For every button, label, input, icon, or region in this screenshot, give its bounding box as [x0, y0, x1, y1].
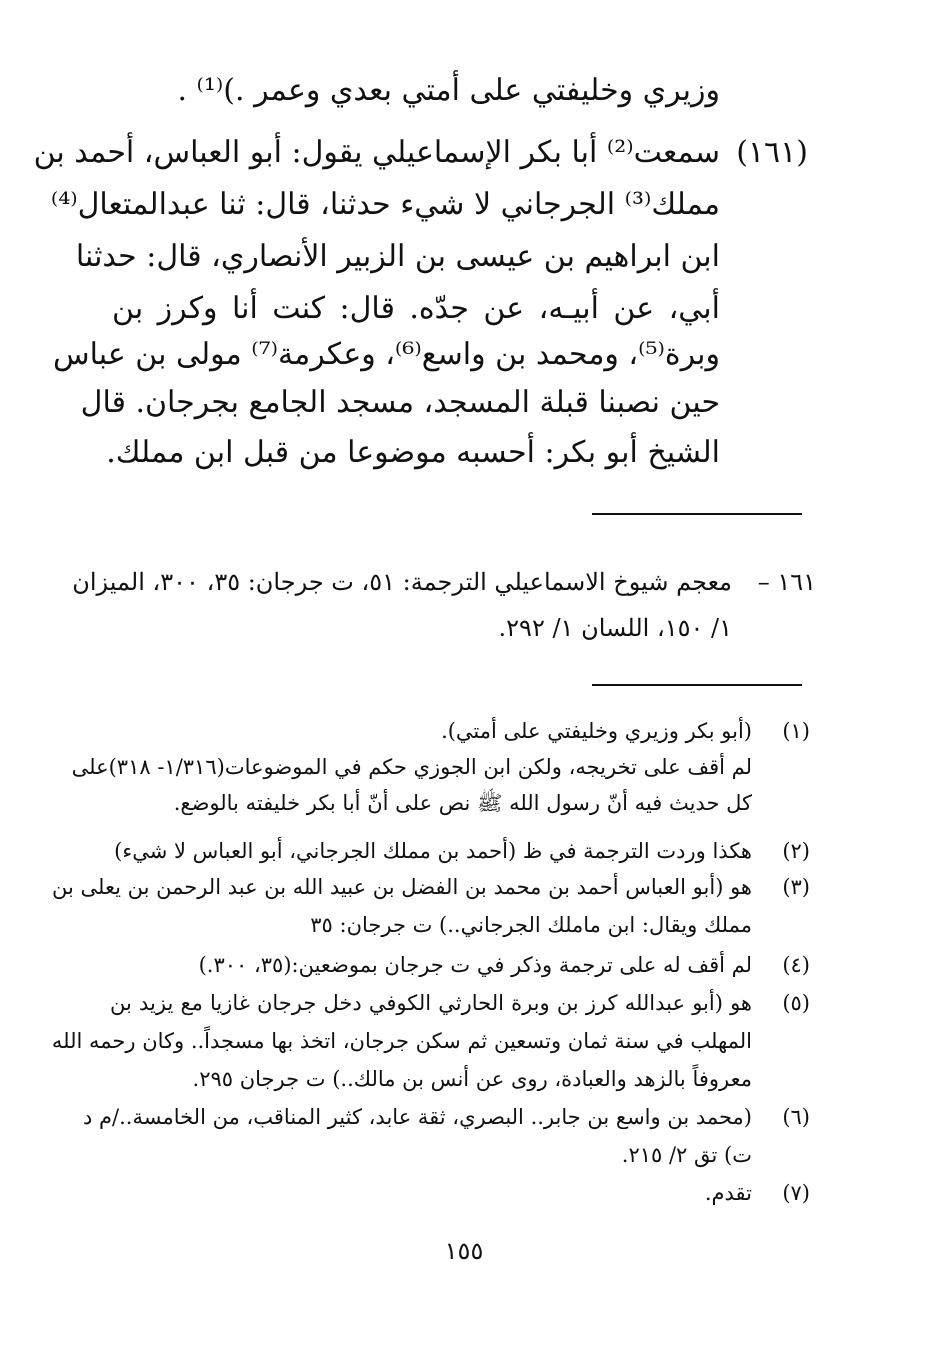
footnote-line: كل حديث فيه أنّ رسول الله ﷺ نص على أنّ أبا بكر خليفته بالوضع. [173, 791, 752, 815]
footnote-line: هو (أبو العباس أحمد بن محمد بن الفضل بن عبيد الله بن عبد الرحمن بن يعلى بن [51, 875, 752, 899]
footnote-line: لم أقف له على ترجمة وذكر في ت جرجان بموضعين:(٣٥، ٣٠٠.) [198, 953, 752, 977]
footnote-line: هكذا وردت الترجمة في ظ (أحمد بن مملك الجرجاني، أبو العباس لا شيء) [114, 839, 752, 863]
source-note-line: ١/ ١٥٠، اللسان ١/ ٢٩٢. [498, 614, 732, 642]
footnote-line: (أبو بكر وزيري وخليفتي على أمتي). [441, 719, 752, 743]
main-text-line: أبي، عن أبيـه، عن جدّه. قال: كنت أنا وكرز بن [112, 291, 720, 326]
main-text-line: وبرة⁽⁵⁾، ومحمد بن واسع⁽⁶⁾، وعكرمة⁽⁷⁾ مولى بن عباس [53, 337, 720, 372]
footnote-number: (٤) [782, 953, 810, 977]
footnote-line: معروفاً بالزهد والعبادة، روى عن أنس بن مالك..) ت جرجان ٢٩٥. [192, 1067, 752, 1091]
footnote-line: لم أقف على تخريجه، ولكن ابن الجوزي حكم في الموضوعات(١/٣١٦- ٣١٨)على [71, 755, 752, 779]
footnote-line: هو (أبو عبدالله كرز بن وبرة الحارثي الكوفي دخل جرجان غازيا مع يزيد بن [110, 991, 752, 1015]
main-text-line: وزيري وخليفتي على أمتي بعدي وعمر .)⁽¹⁾ . [177, 73, 720, 108]
footnote-number: (٦) [782, 1105, 810, 1129]
entry-number: (١٦١) [736, 135, 808, 170]
footnote-line: المهلب في سنة ثمان وتسعين ثم سكن جرجان، اتخذ بها مسجداً.. وكان رحمه الله [51, 1029, 752, 1053]
main-text-line: ابن ابراهيم بن عيسى بن الزبير الأنصاري، قال: حدثنا [75, 239, 720, 274]
source-note-line: معجم شيوخ الاسماعيلي الترجمة: ٥١، ت جرجان: ٣٥، ٣٠٠، الميزان [72, 568, 732, 596]
separator-rule [592, 684, 802, 686]
footnote-number: (٣) [782, 875, 810, 899]
page-number: ١٥٥ [444, 1237, 484, 1265]
separator-rule [592, 513, 802, 515]
footnote-line: تقدم. [704, 1181, 752, 1205]
footnote-number: (٢) [782, 839, 810, 863]
footnote-number: (٥) [782, 991, 810, 1015]
source-note-number: ١٦١ – [757, 568, 816, 596]
footnote-number: (١) [782, 719, 810, 743]
footnote-line: (محمد بن واسع بن جابر.. البصري، ثقة عابد، كثير المناقب، من الخامسة../م د [83, 1105, 752, 1129]
main-text-line: الشيخ أبو بكر: أحسبه موضوعا من قبل ابن مملك. [106, 435, 720, 470]
footnote-number: (٧) [782, 1181, 810, 1205]
footnote-line: ت) تق ٢/ ٢١٥. [621, 1143, 752, 1167]
main-text-line: مملك⁽³⁾ الجرجاني لا شيء حدثنا، قال: ثنا عبدالمتعال⁽⁴⁾ [50, 187, 720, 222]
main-text-line: حين نصبنا قبلة المسجد، مسجد الجامع بجرجان. قال [80, 385, 720, 420]
main-text-line: سمعت⁽²⁾ أبا بكر الإسماعيلي يقول: أبو العباس، أحمد بن [33, 135, 720, 170]
footnote-line: مملك ويقال: ابن ماملك الجرجاني..) ت جرجان: ٣٥ [310, 913, 752, 937]
